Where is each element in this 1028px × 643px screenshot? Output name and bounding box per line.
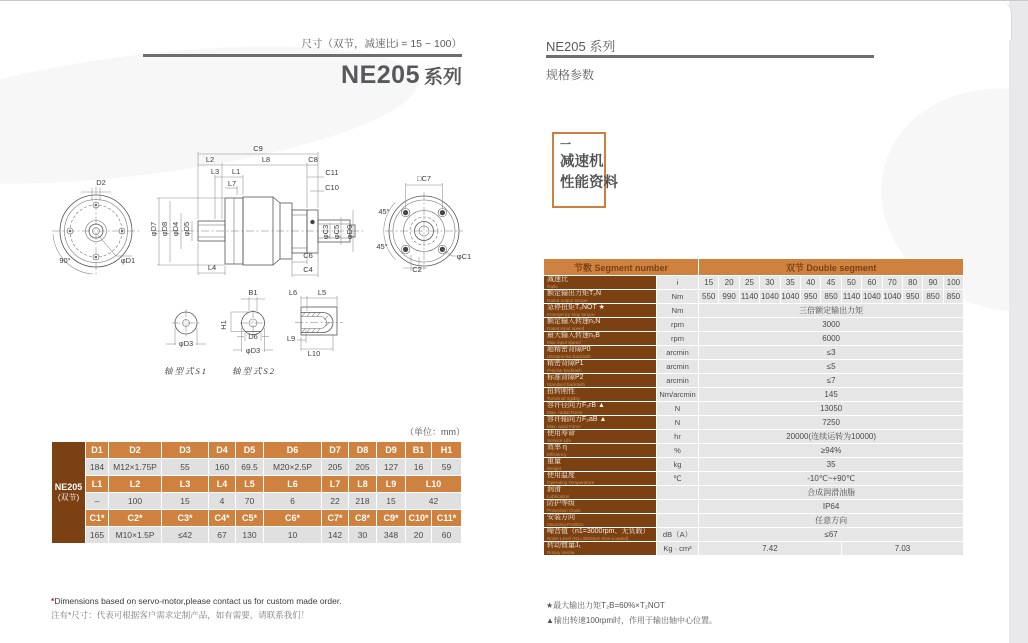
dim-value-cell: 348 (377, 527, 406, 544)
spec-value-cell: 145 (699, 388, 964, 402)
drawing-dim-label: L1 (231, 167, 241, 176)
dim-value-cell: M20×2.5P (264, 459, 322, 476)
spec-row-label-text: Rotary inertia (547, 549, 575, 555)
drawing-dim-label: B1 (248, 288, 258, 297)
dim-value-cell: 70 (236, 493, 264, 510)
spec-value-cell: 950 (902, 290, 922, 304)
spec-value-cell: 15 (699, 276, 719, 290)
spec-value-cell: 13050 (699, 402, 964, 416)
spec-unit-cell: % (657, 444, 699, 458)
dim-header-cell: D3 (162, 442, 209, 459)
drawing-dim-label: 90° (59, 256, 71, 265)
drawing-dim-label: 45° (376, 242, 388, 251)
spec-row-label-text: 扭转刚性 (547, 388, 575, 396)
dim-value-cell: 42 (406, 493, 462, 510)
spec-value-cell: 850 (943, 290, 964, 304)
dim-value-cell: 55 (162, 459, 209, 476)
dim-header-cell: L8 (349, 476, 377, 493)
drawing-dim-label: L10 (307, 349, 321, 358)
dim-value-cell: 205 (322, 459, 349, 476)
spec-row-label (544, 486, 657, 500)
page-rounded-corner (989, 0, 1012, 40)
spec-value-cell: 100 (943, 276, 964, 290)
spec-unit-cell: Nm/arcmin (657, 388, 699, 402)
spec-value-cell: 1140 (739, 290, 759, 304)
footnote-right-2: ▲输出转速100rpm时，作用于输出轴中心位置。 (546, 616, 718, 625)
dim-value-cell: 6 (264, 493, 322, 510)
drawing-caption: 轴型式S1 (163, 366, 209, 376)
spec-row-label-text: 噪音值（n1=3000rpm、无负载） (547, 528, 650, 536)
spec-row-label (544, 430, 657, 444)
keyway-detail (295, 296, 343, 351)
spec-row-label-text: 使用温度 (547, 472, 575, 480)
dim-header-cell: L5 (236, 476, 264, 493)
left-page-title (143, 61, 462, 90)
spec-table (543, 258, 964, 556)
right-header-rule (546, 55, 874, 58)
spec-row-label (544, 346, 657, 360)
spec-row-label (544, 514, 657, 528)
dim-header-cell: L6 (264, 476, 322, 493)
dim-header-cell: L9 (377, 476, 406, 493)
spec-row-label (544, 388, 657, 402)
spec-row-label-text: 使用寿命 (547, 430, 575, 438)
spec-value-cell: ≤67 (699, 528, 964, 542)
spec-row-label-text: Standard backlash (547, 381, 586, 387)
right-header-subtitle: 规格参数 (546, 68, 595, 82)
spec-row-label-text: Ratio (547, 283, 558, 289)
spec-unit-cell (657, 500, 699, 514)
dim-value-cell: 59 (432, 459, 462, 476)
spec-value-cell: 950 (800, 290, 820, 304)
spec-row-label (544, 360, 657, 374)
spec-row-label-text: Rated output torque (547, 297, 588, 303)
spec-value-cell: 1040 (882, 290, 902, 304)
spec-row-label (544, 472, 657, 486)
dim-table-series-text: (双节) (57, 493, 80, 502)
drawing-dim-label: C10 (325, 183, 339, 192)
rear-view (384, 183, 463, 271)
section-tag-line2: 性能资料 (560, 175, 618, 191)
dim-table-series-text: NE205 (54, 482, 83, 492)
drawing-dim-label: L6 (288, 288, 298, 297)
dim-table-series-cell (52, 442, 86, 544)
drawing-dim-label: φD1 (120, 256, 136, 265)
drawing-dim-label: C2 (412, 265, 422, 274)
spec-row-label (544, 542, 657, 556)
dim-header-cell: L4 (209, 476, 236, 493)
drawing-dim-label: φD3 (245, 346, 261, 355)
dim-header-cell: C1* (86, 510, 109, 527)
spec-value-cell: 三倍额定输出力矩 (699, 304, 964, 318)
spec-row-label (544, 528, 657, 542)
spec-value-cell: 80 (902, 276, 922, 290)
spec-unit-cell: Nm (657, 290, 699, 304)
dim-value-cell: 67 (209, 527, 236, 544)
drawing-dim-label: φD7 (149, 221, 158, 237)
spec-unit-cell: arcmin (657, 374, 699, 388)
dim-header-cell: D4 (209, 442, 236, 459)
spec-value-cell: 7.03 (841, 542, 963, 556)
spec-row-label-text: Operating Temperature (547, 479, 595, 485)
spec-unit-cell: kg (657, 458, 699, 472)
section-tag-line1: 减速机 (560, 154, 604, 170)
spec-unit-cell: Nm (657, 304, 699, 318)
series-code: NE205 (341, 61, 420, 89)
spec-row-label-text: 标准背隙P2 (547, 374, 584, 382)
dim-value-cell: 160 (209, 459, 236, 476)
spec-row-label (544, 416, 657, 430)
dim-header-cell: C4* (209, 510, 236, 527)
spec-row-label-text: 额定输入转速n₁N (547, 318, 601, 326)
dim-header-cell: C9* (377, 510, 406, 527)
spec-value-cell: 35 (699, 458, 964, 472)
drawing-dim-label: φD4 (171, 221, 180, 237)
dim-header-cell: D2 (109, 442, 162, 459)
spec-row-label-text: 润滑 (547, 486, 561, 494)
spec-row-label-text: Rated input speed (547, 325, 585, 331)
spec-row-label-text: 最大输入转速n₁B (547, 332, 600, 340)
dim-value-cell: ≤42 (162, 527, 209, 544)
footnote-left-cn: 注有*尺寸：代表可根据客户需求定制产品，如有需要，请联系我们！ (51, 610, 310, 620)
spec-unit-cell: dB（A） (657, 528, 699, 542)
spec-value-cell: 990 (719, 290, 739, 304)
spec-row-label (544, 458, 657, 472)
drawing-dim-label: φC3 (321, 224, 330, 240)
spec-row-label-text: Mounting Position (547, 521, 584, 527)
spec-value-cell: 90 (923, 276, 943, 290)
drawing-dim-label: L3 (210, 167, 220, 176)
spec-value-cell: 550 (699, 290, 719, 304)
spec-value-cell: 45 (821, 276, 841, 290)
spec-value-cell: 70 (882, 276, 902, 290)
dim-header-cell: D5 (236, 442, 264, 459)
dim-value-cell: 100 (109, 493, 162, 510)
section-tag-index: 一 (560, 139, 571, 151)
dim-value-cell: M10×1.5P (109, 527, 162, 544)
technical-drawing (40, 125, 520, 395)
spec-row-label-text: 重量 (547, 458, 561, 466)
spec-value-cell: 1040 (780, 290, 800, 304)
dim-value-cell: 218 (349, 493, 377, 510)
dim-value-cell: 60 (432, 527, 462, 544)
spec-row-label-text: Emergency stop torque (547, 311, 595, 317)
dim-header-cell: L10 (406, 476, 462, 493)
spec-value-cell: IP64 (699, 500, 964, 514)
page-top-border (0, 0, 1028, 1)
dim-header-cell: L7 (322, 476, 349, 493)
drawing-dim-label: C8 (308, 155, 318, 164)
drawing-caption: 轴型式S2 (231, 366, 277, 376)
spec-value-cell: 850 (821, 290, 841, 304)
spec-row-label-text: 超精密背隙P0 (547, 346, 591, 354)
footnote-right-1: ★最大输出力矩T₂B=60%×T₂NOT (546, 601, 665, 610)
drawing-dim-label: C6 (303, 251, 313, 260)
spec-unit-cell: hr (657, 430, 699, 444)
spec-value-cell: ≥94% (699, 444, 964, 458)
spec-row-label-text: Protection Class (547, 507, 581, 513)
spec-row-label (544, 444, 657, 458)
spec-value-cell: ≤5 (699, 360, 964, 374)
spec-unit-cell (657, 486, 699, 500)
spec-value-cell: 40 (800, 276, 820, 290)
spec-value-cell: 35 (780, 276, 800, 290)
dim-value-cell: 10 (264, 527, 322, 544)
spec-row-label (544, 332, 657, 346)
spec-row-label (544, 402, 657, 416)
drawing-dim-label: φD3 (178, 339, 194, 348)
dim-value-cell: 20 (406, 527, 432, 544)
spec-value-cell: 30 (760, 276, 780, 290)
dim-header-cell: C7* (322, 510, 349, 527)
drawing-dim-label: C4 (303, 265, 313, 274)
spec-value-cell: 1040 (862, 290, 882, 304)
spec-row-label (544, 276, 657, 290)
spec-unit-cell: N (657, 402, 699, 416)
spec-value-cell: 1040 (760, 290, 780, 304)
spec-row-label-text: Service Life (547, 437, 572, 443)
section-tag-box (552, 132, 618, 208)
drawing-dim-label: L4 (207, 263, 217, 272)
dim-value-cell: 165 (86, 527, 109, 544)
spec-row-label-text: Max. axial Force (547, 423, 581, 429)
dim-value-cell: 15 (377, 493, 406, 510)
spec-value-cell: 任意方向 (699, 514, 964, 528)
drawing-dim-label: L5 (317, 288, 327, 297)
spec-row-label-text: Weight (547, 465, 562, 471)
spec-row-label-text: Torsional rigidity (547, 395, 580, 401)
dim-value-cell: 4 (209, 493, 236, 510)
dim-header-cell: D8 (349, 442, 377, 459)
spec-unit-cell: rpm (657, 318, 699, 332)
dim-value-cell: 16 (406, 459, 432, 476)
dim-header-cell: D9 (377, 442, 406, 459)
right-header-series: NE205 系列 (546, 39, 616, 54)
spec-value-cell: 3000 (699, 318, 964, 332)
dim-value-cell: 205 (349, 459, 377, 476)
spec-row-label (544, 290, 657, 304)
dim-header-cell: C3* (162, 510, 209, 527)
dim-header-cell: D6 (264, 442, 322, 459)
drawing-dim-label: C11 (325, 168, 339, 177)
spec-row-label-text: 转动惯量J₁ (547, 542, 581, 550)
dim-value-cell: – (86, 493, 109, 510)
dim-header-cell: C5* (236, 510, 264, 527)
dim-value-cell: 127 (377, 459, 406, 476)
footnote-left-en (51, 596, 342, 606)
drawing-dim-label: φD5 (182, 221, 191, 237)
dim-value-cell: 142 (322, 527, 349, 544)
spec-value-cell: 6000 (699, 332, 964, 346)
spec-row-label-text: 减速比 (547, 276, 568, 284)
spec-row-label (544, 304, 657, 318)
spec-row-label-text: Lubrication (547, 493, 570, 499)
spec-row-label-text: Ultraprecise backlash (547, 353, 591, 359)
spec-row-label-text: 精密背隙P1 (547, 360, 584, 368)
spec-value-cell: 合成润滑油脂 (699, 486, 964, 500)
spec-row-label-text: Precise backlash (547, 367, 582, 373)
dimension-table (51, 441, 462, 544)
spec-value-cell: ≤7 (699, 374, 964, 388)
spec-header-left: 节数 Segment number (544, 259, 699, 276)
spec-row-label-text: Max input speed (547, 339, 581, 345)
drawing-dim-label: H1 (219, 320, 228, 330)
spec-row-label-text: Max. radial Force (547, 409, 583, 415)
drawing-dim-label: L9 (286, 334, 296, 343)
spec-row-label-text: 容许径向力F₂rB ▲ (547, 402, 605, 410)
drawing-dim-label: L7 (227, 179, 237, 188)
footnote-left-en-text: Dimensions based on servo-motor,please contact us for custom made order. (54, 596, 342, 606)
dim-header-cell: C10* (406, 510, 432, 527)
drawing-dim-label: φC5 (332, 224, 341, 240)
shaft-detail-s2 (231, 297, 273, 352)
dim-header-cell: L1 (86, 476, 109, 493)
drawing-dim-label: D2 (96, 178, 106, 187)
spec-value-cell: 25 (739, 276, 759, 290)
dim-header-cell: D7 (322, 442, 349, 459)
drawing-dim-label: φC1 (456, 252, 472, 261)
unit-note: （单位：mm） (405, 427, 465, 437)
spec-value-cell: 1140 (841, 290, 861, 304)
dim-header-cell: C8* (349, 510, 377, 527)
dim-value-cell: 130 (236, 527, 264, 544)
spec-row-label (544, 374, 657, 388)
spec-unit-cell (657, 514, 699, 528)
spec-row-label-text: 容许轴向力F₂aB ▲ (547, 416, 607, 424)
spec-value-cell: 20000(连续运转为10000) (699, 430, 964, 444)
spec-value-cell: 7.42 (699, 542, 842, 556)
spec-value-cell: 60 (862, 276, 882, 290)
spec-row-label-text: 效率 η (547, 444, 567, 452)
spec-unit-cell: ℃ (657, 472, 699, 486)
drawing-dim-label: C9 (253, 144, 263, 153)
spec-unit-cell: arcmin (657, 346, 699, 360)
spec-value-cell: 7250 (699, 416, 964, 430)
spec-value-cell: 50 (841, 276, 861, 290)
dim-header-cell: C11* (432, 510, 462, 527)
spec-row-label-text: Efficiency (547, 451, 567, 457)
drawing-dim-label: φD9 (345, 224, 354, 240)
spec-value-cell: 20 (719, 276, 739, 290)
drawing-dim-label: D6 (248, 332, 258, 341)
spec-row-label-text: 额定输出力矩T₂N (547, 290, 602, 298)
dim-header-cell: B1 (406, 442, 432, 459)
drawing-dim-label: φD8 (160, 221, 169, 237)
spec-value-cell: -10℃~+90℃ (699, 472, 964, 486)
spec-header-right: 双节 Double segment (699, 259, 964, 276)
spec-value-cell: ≤3 (699, 346, 964, 360)
dim-header-cell: D1 (86, 442, 109, 459)
spec-row-label-text: 急停扭矩T₂NOT ★ (547, 304, 605, 312)
dim-header-cell: L2 (109, 476, 162, 493)
dim-value-cell: 22 (322, 493, 349, 510)
footnote-asterisk: * (51, 596, 55, 606)
spec-row-label (544, 500, 657, 514)
page-edge-strip (1009, 0, 1028, 643)
dim-header-cell: L3 (162, 476, 209, 493)
dim-header-cell: C6* (264, 510, 322, 527)
spec-unit-cell: i (657, 276, 699, 290)
series-suffix: 系列 (423, 67, 462, 88)
spec-unit-cell: rpm (657, 332, 699, 346)
dim-value-cell: 69.5 (236, 459, 264, 476)
drawing-dim-label: 45° (378, 207, 390, 216)
drawing-dim-label: L2 (205, 155, 215, 164)
dim-value-cell: 15 (162, 493, 209, 510)
drawing-dim-label: L8 (261, 155, 271, 164)
spec-row-label (544, 318, 657, 332)
spec-row-label-text: Noise Level (N1=3000rpm,Non-Loaded) (547, 535, 629, 541)
left-header-rule (143, 54, 462, 57)
spec-row-label-text: 安装方向 (547, 514, 575, 522)
dim-header-cell: H1 (432, 442, 462, 459)
spec-unit-cell: Kg · cm² (657, 542, 699, 556)
spec-unit-cell: N (657, 416, 699, 430)
dim-value-cell: M12×1.75P (109, 459, 162, 476)
drawing-dim-label: □C7 (416, 174, 432, 183)
spec-unit-cell: arcmin (657, 360, 699, 374)
dim-header-cell: C2* (109, 510, 162, 527)
dim-value-cell: 184 (86, 459, 109, 476)
left-header-subtitle: 尺寸（双节，减速比i = 15 ~ 100） (301, 38, 462, 50)
spec-row-label-text: 防护等级 (547, 500, 575, 508)
spec-value-cell: 850 (923, 290, 943, 304)
dim-value-cell: 30 (349, 527, 377, 544)
